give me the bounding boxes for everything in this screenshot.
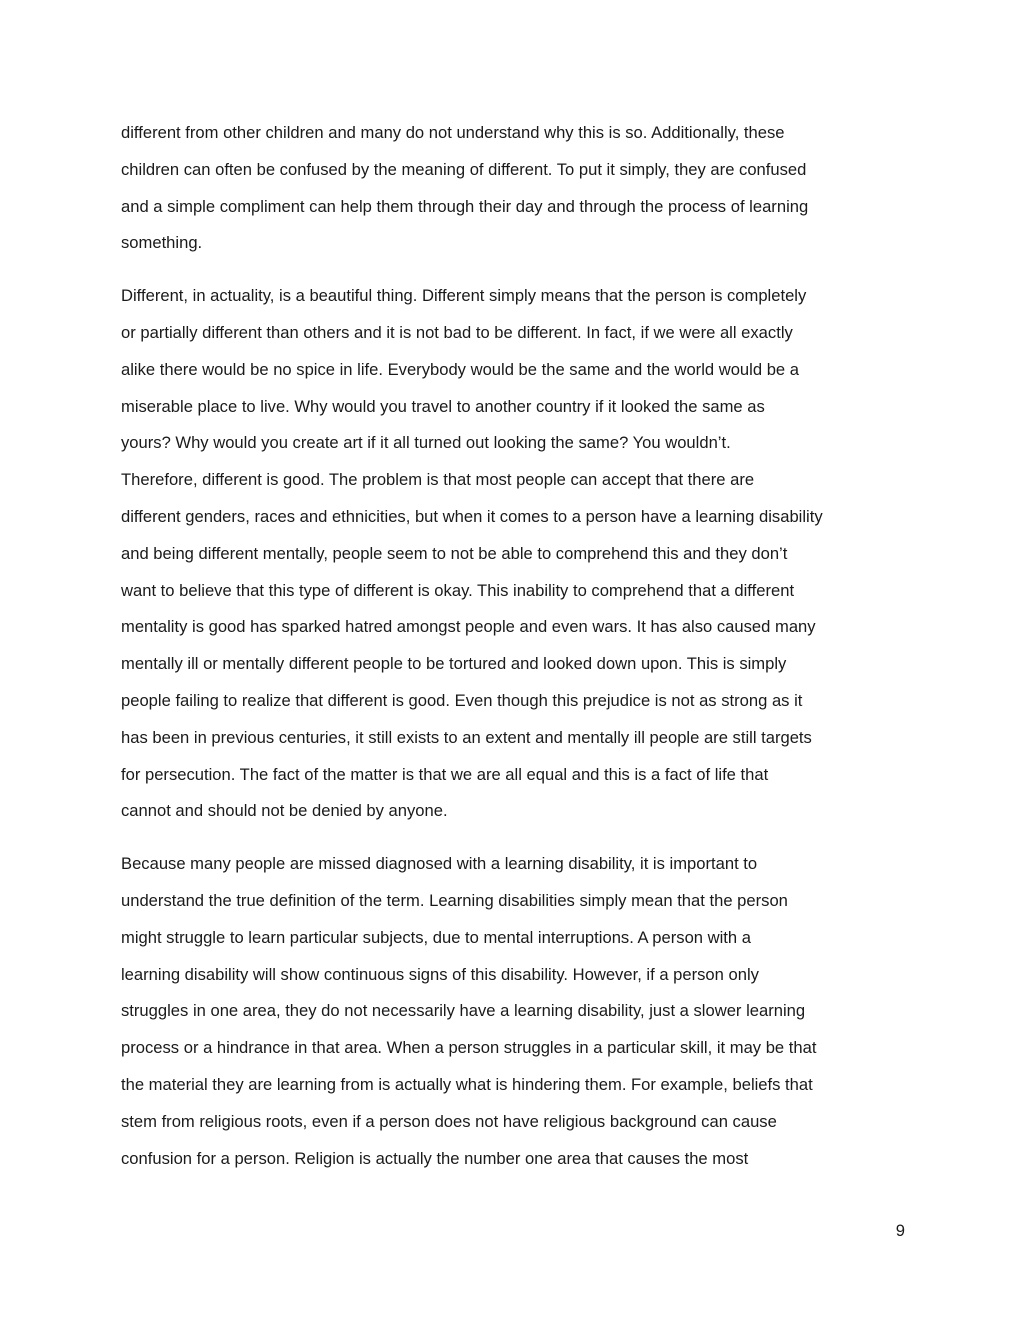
page-number: 9 [895,1221,905,1240]
paragraph-3: Because many people are missed diagnosed with a learning disability, it is important to understand the true definition of the term. Learning disabilities simply mean that the person might struggle to learn particular subjects, due to mental interruptions. A person with a learning disability will show continuous signs of this disability. However, if a person only struggles in one area, they do not necessarily have a learning disability, just a slower learning process or a hindrance in that area. When a person struggles in a particular skill, it may be that the material they are learning from is actually what is hindering them. For example, beliefs that stem from religious roots, even if a person does not have religious background can cause confusion for a person. Religion is actually the number one area that causes the most [121,854,817,1168]
body-text [121,115,911,1193]
paragraph-2: Different, in actuality, is a beautiful thing. Different simply means that the person is completely or partially different than others and it is not bad to be different. In fact, if we were all exactly alike there would be no spice in life. Everybody would be the same and the world would be a miserable place to live. Why would you travel to another country if it looked the same as yours? Why would you create art if it all turned out looking the same? You wouldn’t. Therefore, different is good. The problem is that most people can accept that there are different genders, races and ethnicities, but when it comes to a person have a learning disability and being different mentally, people seem to not be able to comprehend this and they don’t want to believe that this type of different is okay. This inability to comprehend that a different mentality is good has sparked hatred amongst people and even wars. It has also caused many mentally ill or mentally different people to be tortured and looked down upon. This is simply people failing to realize that different is good. Even though this prejudice is not as strong as it has been in previous centuries, it still exists to an extent and mentally ill people are still targets for persecution. The fact of the matter is that we are all equal and this is a fact of life that cannot and should not be denied by anyone. [121,286,823,821]
paragraph-1: different from other children and many do not understand why this is so. Additionally, these children can often be confused by the meaning of different. To put it simply, they are confused and a simple compliment can help them through their day and through the process of learning something. [121,123,809,253]
